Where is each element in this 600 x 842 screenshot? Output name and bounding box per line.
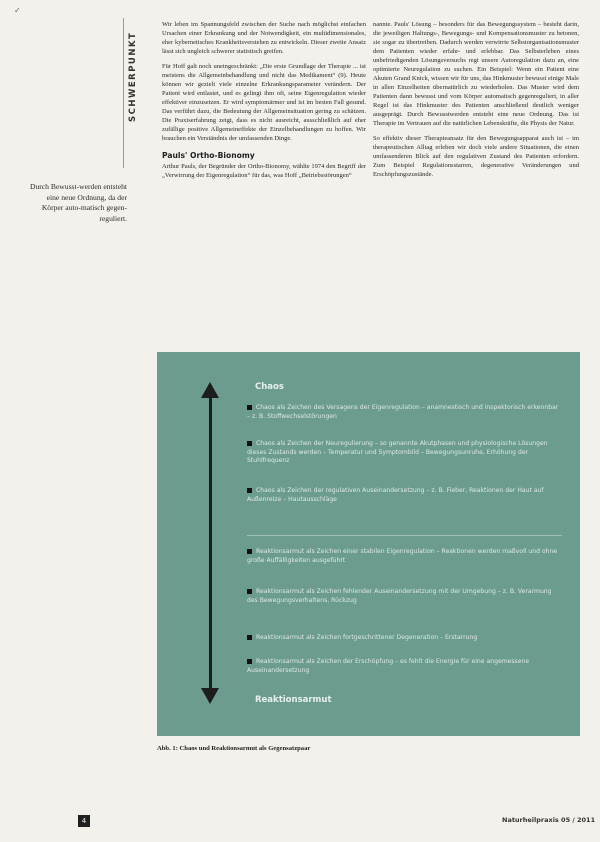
figure-item: Chaos als Zeichen des Versagens der Eigenregulation – anamnestisch und inspektorisch erkennbar – z. B. Stoffwechselstörungen bbox=[247, 404, 559, 420]
figure-item: Reaktionsarmut als Zeichen der Erschöpfung – es fehlt die Energie für eine angemessene Auseinandersetzung bbox=[247, 658, 530, 674]
bullet-icon bbox=[247, 659, 252, 664]
figure-item: Reaktionsarmut als Zeichen einer stabilen Eigenregulation – Reaktionen werden maßvoll und ohne große Auffälligkeiten ausgeführt bbox=[247, 548, 558, 564]
paragraph: Wir leben im Spannungsfeld zwischen der Suche nach möglichst einfachen Ursachen einer Erkrankung und der Notwendigkeit, ein multidimensionales, eher kybernetisches Krankheitsverstehen zu entwickeln. Dieser zweite Ansatz lässt sich ungleich schwerer statistisch greifen. bbox=[162, 21, 366, 55]
paragraph: Für Hoff galt noch uneingeschränkt: „Die erste Grundlage der Therapie ... ist meistens die Allgemeinbehandlung und nicht das Medikament“ (9). Heute können wir gezielt viele einzelne Erkrankungsparameter verändern. Der Patient wird entlastet, und es gelingt ihm oft, seine Eigenregulation wieder effektiver einzusetzen. Er wird symptomärmer und ist im besten Fall gesund. Das verführt dazu, die Bedeutung der Allgemeinsituation gering zu schätzen. Die Praxiserfahrung zeigt, dass es nicht ausreicht, ausschließlich auf eher zufällige positive Allgemeineffekte der Einzelbehandlungen zu hoffen. Wir brauchen ein Verständnis der umfassenden Dinge. bbox=[162, 63, 366, 142]
figure-item: Reaktionsarmut als Zeichen fehlender Auseinandersetzung mit der Umgebung – z. B. Verarmung des Bewegungsverhaltens, Rückzug bbox=[247, 588, 552, 604]
paragraph: Arthur Pauls, der Begründer der Ortho-Bionomy, wählte 1974 den Begriff der „Verwirrung der Eigenregulation“ für das, was Hoff „Betriebsstörungen“ bbox=[162, 163, 366, 179]
right-column bbox=[373, 20, 579, 185]
paragraph: So effektiv dieser Therapieansatz für den Bewegungsapparat auch ist – im therapeutischen Alltag erleben wir doch viele andere Situationen, die einen umfassenderen Blick auf den regulativen Zustand des Patienten erfordern. Zum Beispiel Regulationsstarren, degenerative Veränderungen und Erschöpfungszustände. bbox=[373, 135, 579, 178]
figure-caption: Abb. 1: Chaos und Reaktionsarmut als Gegensatzpaar bbox=[157, 745, 311, 752]
subheading: Pauls' Ortho-Bionomy bbox=[162, 151, 255, 160]
pull-quote: Durch Bewusst-werden entsteht eine neue Ordnung, da der Körper auto-matisch gegen-reguliert. bbox=[30, 182, 128, 223]
page-number: 4 bbox=[78, 815, 90, 827]
double-arrow-shaft bbox=[209, 396, 212, 690]
figure-chaos-reaktionsarmut bbox=[157, 352, 580, 736]
bullet-icon bbox=[247, 549, 252, 554]
figure-item: Chaos als Zeichen der regulativen Auseinandersetzung – z. B. Fieber, Reaktionen der Haut auf Außenreize – Hautausschläge bbox=[247, 487, 544, 503]
bullet-icon bbox=[247, 589, 252, 594]
figure-divider bbox=[247, 535, 562, 536]
corner-mark: ✓ bbox=[14, 6, 21, 15]
figure-item: Chaos als Zeichen der Neuregulierung – so genannte Akutphasen und physiologische Lösungen dieses Zustands werden – Temperatur und Symptombild – Bewegungsunruhe, Erhöhung der Stuhlfrequenz bbox=[247, 440, 548, 465]
section-rule bbox=[123, 18, 124, 168]
bullet-icon bbox=[247, 405, 252, 410]
figure-top-label: Chaos bbox=[255, 382, 284, 392]
bullet-icon bbox=[247, 635, 252, 640]
bullet-icon bbox=[247, 441, 252, 446]
section-label: SCHWERPUNKT bbox=[128, 31, 138, 122]
bullet-icon bbox=[247, 488, 252, 493]
left-column bbox=[162, 20, 366, 186]
figure-bottom-label: Reaktionsarmut bbox=[255, 695, 332, 705]
footer-publication: Naturheilpraxis 05 / 2011 bbox=[502, 816, 596, 824]
paragraph: nannte. Pauls' Lösung – besonders für das Bewegungssystem – besteht darin, die jeweiligen Haltungs-, Bewegungs- und Kompensationsmuster zu betonen, sie sogar zu übertreiben. Dadurch werden verwirrte Selbstorganisationsmuster dem Patienten wieder erfahr- und erlebbar. Das Selbsterleben eines unbefriedigenden Lösungsversuchs regt unsere Autoregulation dazu an, eine optimierte Neuregulation zu suchen. Ein Beispiel: Wenn ein Patient eine Akuten Grand Knick, wissen wir für uns, das Hinkmuster bewusst einige Male in allen Einzelheiten übernatürlich zu wiederholen. Das Muster wird dem Patienten dann bewusst und vom Körper automatisch gegenreguliert, in aller Regel ist das Hinkmuster des Patienten anschließend deutlich weniger ausgeprägt. Durch Bewusstwerden entsteht eine neue Ordnung. Das ist Therapie im Vertrauen auf die natürlichen Lebenskräfte, die Physis der Natur. bbox=[373, 21, 579, 127]
figure-item: Reaktionsarmut als Zeichen fortgeschrittener Degeneration – Erstarrung bbox=[247, 634, 562, 643]
arrow-down-icon bbox=[201, 688, 219, 704]
